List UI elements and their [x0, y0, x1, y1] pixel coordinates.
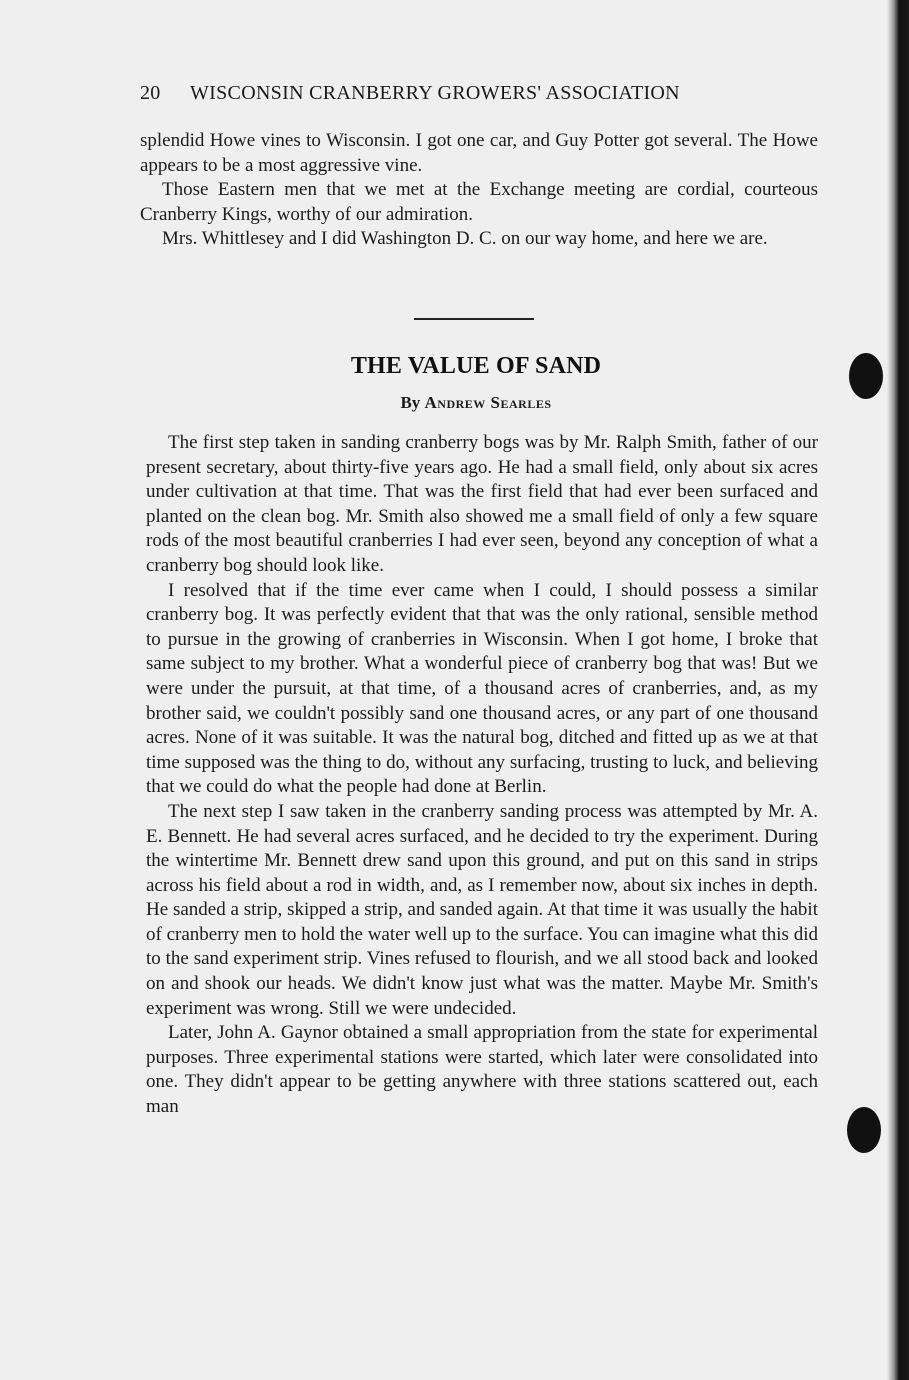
paragraph: splendid Howe vines to Wisconsin. I got one car, and Guy Potter got several. The Howe appears to be a most aggressive vine.	[140, 130, 818, 176]
section-divider	[414, 318, 534, 320]
continued-text	[140, 129, 818, 252]
running-head	[140, 82, 820, 105]
article-body	[146, 431, 818, 1120]
author-name: Andrew Searles	[424, 393, 552, 412]
article-title: THE VALUE OF SAND	[350, 353, 602, 379]
page-number: 20	[140, 82, 161, 104]
paragraph: The next step I saw taken in the cranberry sanding process was attempted by Mr. A. E. Bennett. He had several acres surfaced, and he decided to try the experiment. During the wintertime Mr. Bennett drew sand upon this ground, and put on this sand in strips across his field about a rod in width, and, as I remember now, about six inches in depth. He sanded a strip, skipped a strip, and sanded again. At that time it was usually the habit of cranberry men to hold the water well up to the surface. You can imagine what this did to the sand experiment strip. Vines refused to flourish, and we all stood back and looked on and shook our heads. We didn't know just what was the matter. Maybe Mr. Smith's experiment was wrong. Still we were undecided.	[146, 800, 818, 1019]
paragraph: Mrs. Whittlesey and I did Washington D. C. on our way home, and here we are.	[162, 228, 768, 250]
paragraph: The first step taken in sanding cranberry bogs was by Mr. Ralph Smith, father of our present secretary, about thirty-five years ago. He had a small field, only about six acres under cultivation at that time. That was the first field that had ever been surfaced and planted on the clean bog. Mr. Smith also showed me a small field of only a few square rods of the most beautiful cranberries I had ever seen, beyond any conception of what a cranberry bog should look like.	[146, 432, 818, 576]
running-title: WISCONSIN CRANBERRY GROWERS' ASSOCIATION	[190, 82, 680, 104]
punch-hole-mark	[847, 1107, 881, 1153]
byline	[140, 393, 812, 413]
paragraph: Later, John A. Gaynor obtained a small appropriation from the state for experimental purposes. Three experimental stations were started, which later were consolidated into one. They didn't appear to be getting anywhere with three stations scattered out, each man	[146, 1022, 818, 1118]
byline-prefix: By	[400, 393, 421, 412]
page-binding-edge	[887, 0, 909, 1380]
punch-hole-mark	[849, 353, 883, 399]
paragraph: Those Eastern men that we met at the Exchange meeting are cordial, courteous Cranberry Kings, worthy of our admiration.	[140, 179, 818, 225]
paragraph: I resolved that if the time ever came when I could, I should possess a similar cranberry bog. It was perfectly evident that that was the only rational, sensible method to pursue in the growing of cranberries in Wisconsin. When I got home, I broke that same subject to my brother. What a wonderful piece of cranberry bog that was! But we were under the pursuit, at that time, of a thousand acres of cranberries, and, as my brother said, we couldn't possibly sand one thousand acres, or any part of one thousand acres. None of it was suitable. It was the natural bog, ditched and fitted up as we at that time supposed was the thing to do, without any surfacing, trusting to luck, and believing that we could do what the people had done at Berlin.	[146, 579, 818, 798]
